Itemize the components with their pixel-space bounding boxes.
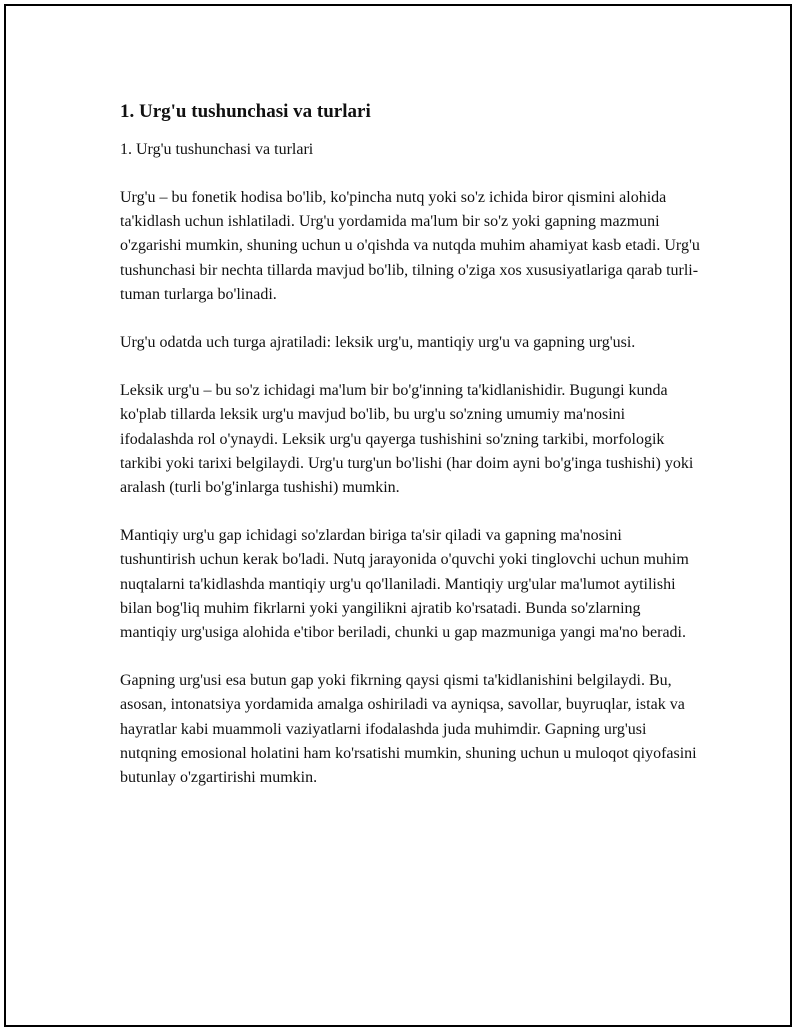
page-frame [4,4,792,1027]
paragraph: Urg'u odatda uch turga ajratiladi: leksik urg'u, mantiqiy urg'u va gapning urg'usi. [120,334,636,352]
document-title: 1. Urg'u tushunchasi va turlari [120,101,371,122]
document-body [120,98,700,790]
document-subtitle: 1. Urg'u tushunchasi va turlari [120,141,314,158]
paragraph: Urg'u – bu fonetik hodisa bo'lib, ko'pincha nutq yoki so'z ichida biror qismini alohida ta'kidlash uchun ishlatiladi. Urg'u yordamida ma'lum bir so'z yoki gapning mazmuni o'zgarishi mumkin, shuning uchun u o'qishda va nutqda muhim ahamiyat kasb etadi. Urg'u tushunchasi bir nechta tillarda mavjud bo'lib, tilning o'ziga xos xususiyatlariga qarab turli-tuman turlarga bo'linadi. [120,189,700,303]
paragraph: Mantiqiy urg'u gap ichidagi so'zlardan biriga ta'sir qiladi va gapning ma'nosini tushuntirish uchun kerak bo'ladi. Nutq jarayonida o'quvchi yoki tinglovchi uchun muhim nuqtalarni ta'kidlashda mantiqiy urg'u qo'llaniladi. Mantiqiy urg'ular ma'lumot aytilishi bilan bog'liq muhim fikrlarni yoki yangilikni ajratib ko'rsatadi. Bunda so'zlarning mantiqiy urg'usiga alohida e'tibor beriladi, chunki u gap mazmuniga yangi ma'no beradi. [120,527,689,642]
paragraph: Leksik urg'u – bu so'z ichidagi ma'lum bir bo'g'inning ta'kidlanishidir. Bugungi kunda ko'plab tillarda leksik urg'u mavjud bo'lib, bu urg'u so'zning umumiy ma'nosini ifodalashda rol o'ynaydi. Leksik urg'u qayerga tushishini so'zning tarkibi, morfologik tarkibi yoki tarixi belgilaydi. Urg'u turg'un bo'lishi (har doim ayni bo'g'inga tushishi) yoki aralash (turli bo'g'inlarga tushishi) mumkin. [120,382,694,497]
paragraph: Gapning urg'usi esa butun gap yoki fikrning qaysi qismi ta'kidlanishini belgilaydi. Bu, asosan, intonatsiya yordamida amalga oshiriladi va ayniqsa, savollar, buyruqlar, istak va hayratlar kabi muammoli vaziyatlarni ifodalashda juda muhimdir. Gapning urg'usi nutqning emosional holatini ham ko'rsatishi mumkin, shuning uchun u muloqot qiyofasini butunlay o'zgartirishi mumkin. [120,672,697,787]
